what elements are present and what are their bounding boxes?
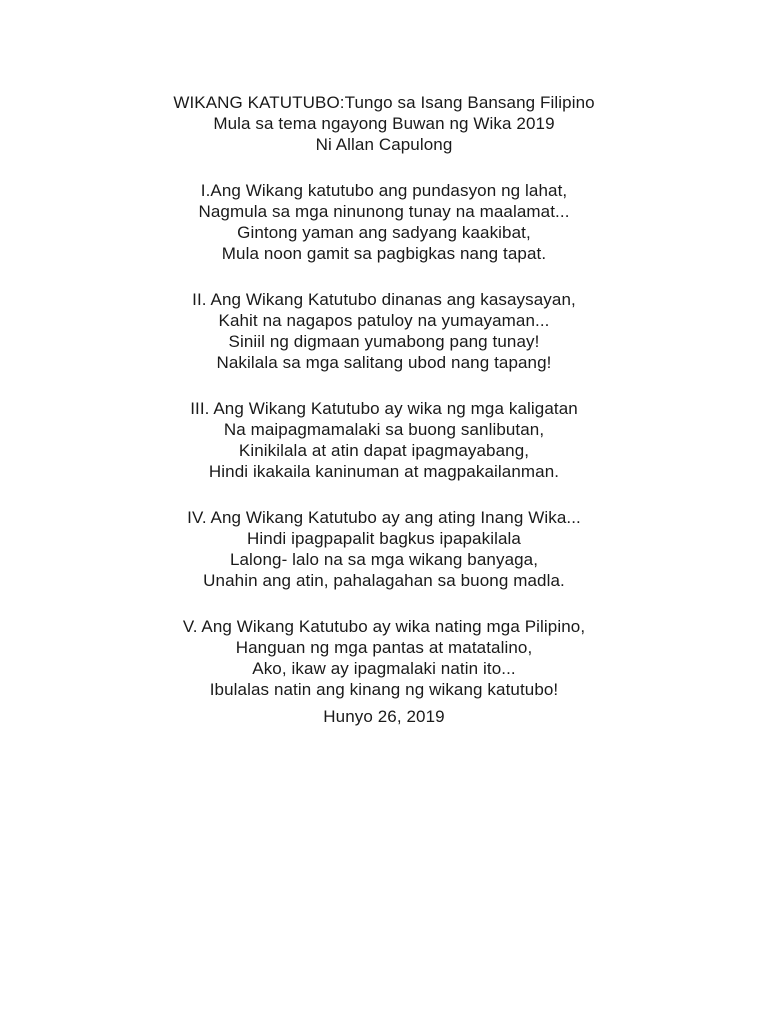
stanza-line: Siniil ng digmaan yumabong pang tunay! [228, 332, 540, 351]
stanza-line: Gintong yaman ang sadyang kaakibat, [237, 223, 531, 242]
poem-content [0, 92, 768, 727]
stanza-1 [0, 180, 768, 264]
stanza-line: Nakilala sa mga salitang ubod nang tapang! [216, 353, 552, 372]
stanza-line: Kinikilala at atin dapat ipagmayabang, [238, 441, 530, 460]
stanza-line: Ibulalas natin ang kinang ng wikang katutubo! [209, 680, 559, 699]
stanza-line: Hindi ipagpapalit bagkus ipapakilala [247, 529, 521, 548]
stanza-4 [0, 507, 768, 591]
stanza-line: Unahin ang atin, pahalagahan sa buong madla. [203, 571, 565, 590]
stanza-2 [0, 289, 768, 373]
stanza-line: Hindi ikakaila kaninuman at magpakailanman. [208, 462, 560, 481]
poem-title: WIKANG KATUTUBO:Tungo sa Isang Bansang Filipino [173, 93, 595, 112]
stanza-line: II. Ang Wikang Katutubo dinanas ang kasaysayan, [192, 290, 576, 309]
stanza-line: Na maipagmamalaki sa buong sanlibutan, [223, 420, 545, 439]
poem-author: Ni Allan Capulong [315, 135, 453, 154]
stanza-3 [0, 398, 768, 482]
stanza-line: Lalong- lalo na sa mga wikang banyaga, [229, 550, 539, 569]
stanza-line: III. Ang Wikang Katutubo ay wika ng mga kaligatan [190, 399, 578, 418]
stanza-line: Ako, ikaw ay ipagmalaki natin ito... [252, 659, 516, 678]
stanza-line: IV. Ang Wikang Katutubo ay ang ating Inang Wika... [187, 508, 581, 527]
stanza-line: I.Ang Wikang katutubo ang pundasyon ng lahat, [200, 181, 568, 200]
poem-header [0, 92, 768, 155]
stanza-5 [0, 616, 768, 700]
stanza-line: Nagmula sa mga ninunong tunay na maalamat... [198, 202, 570, 221]
stanza-line: Mula noon gamit sa pagbigkas nang tapat. [221, 244, 547, 263]
stanza-line: Kahit na nagapos patuloy na yumayaman... [218, 311, 550, 330]
poem-subtitle: Mula sa tema ngayong Buwan ng Wika 2019 [213, 114, 555, 133]
stanza-line: Hanguan ng mga pantas at matatalino, [235, 638, 533, 657]
stanza-line: V. Ang Wikang Katutubo ay wika nating mga Pilipino, [182, 617, 586, 636]
poem-date: Hunyo 26, 2019 [323, 707, 445, 726]
